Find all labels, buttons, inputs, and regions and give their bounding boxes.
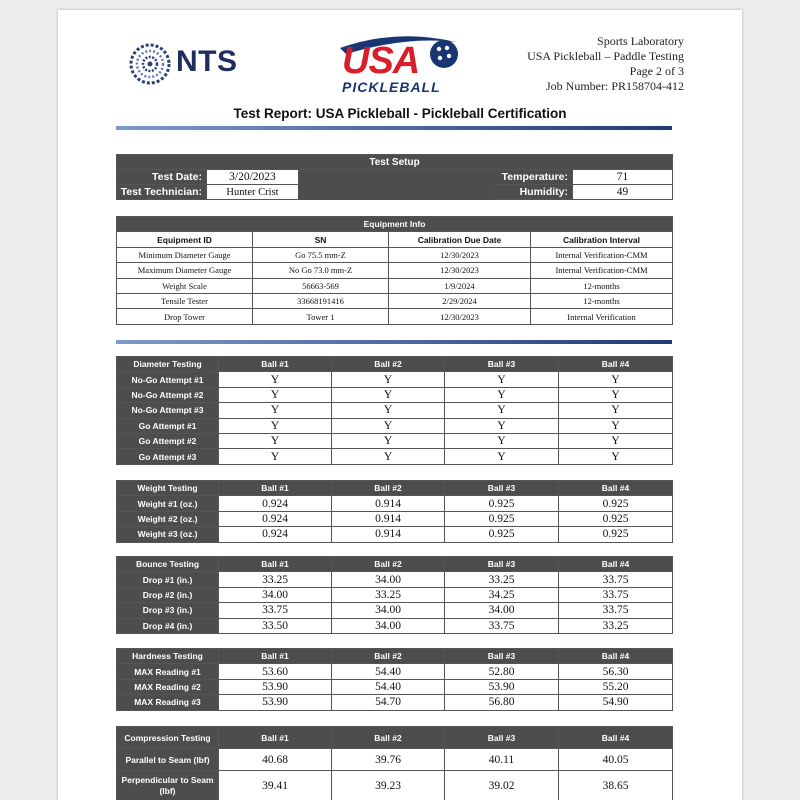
equip-cell: 12/30/2023: [389, 247, 531, 262]
result-cell: 0.924: [219, 511, 332, 526]
result-cell: 33.25: [332, 587, 445, 602]
result-cell: Y: [219, 433, 332, 448]
ball-column-header: Ball #1: [219, 557, 332, 572]
equip-cell: Go 75.5 mm-Z: [253, 247, 389, 262]
equipment-title: Equipment Info: [117, 217, 673, 232]
result-cell: 54.70: [332, 695, 445, 710]
nts-logo-text: NTS: [176, 45, 238, 78]
equip-cell: No Go 73.0 mm-Z: [253, 263, 389, 278]
report-title: Test Report: USA Pickleball - Pickleball Certification: [233, 106, 567, 121]
equip-cell: Maximum Diameter Gauge: [117, 263, 253, 278]
table-row: [117, 749, 673, 771]
result-cell: 38.65: [559, 771, 673, 800]
table-row: [117, 587, 673, 602]
row-label: Go Attempt #2: [117, 433, 219, 448]
header-divider: [116, 126, 672, 130]
result-cell: Y: [332, 372, 445, 387]
equip-col-header: Equipment ID: [117, 232, 253, 247]
table-row: [117, 603, 673, 618]
result-cell: Y: [219, 418, 332, 433]
ball-column-header: Ball #3: [445, 557, 559, 572]
row-label: Weight #1 (oz.): [117, 496, 219, 511]
lab-info: [527, 34, 684, 94]
result-cell: 33.50: [219, 618, 332, 633]
result-cell: 34.00: [332, 603, 445, 618]
table-row: [117, 572, 673, 587]
nts-logo: [128, 42, 248, 86]
ball-column-header: Ball #4: [559, 727, 673, 749]
ball-column-header: Ball #3: [445, 481, 559, 496]
result-cell: 53.90: [219, 695, 332, 710]
usa-logo-text: USA: [342, 40, 420, 82]
equip-cell: Internal Verification: [531, 309, 673, 324]
bounce-section-label: Bounce Testing: [117, 557, 219, 572]
humidity-label: Humidity:: [491, 185, 573, 200]
result-cell: Y: [559, 449, 673, 464]
table-row: [117, 293, 673, 308]
equip-cell: 56663-569: [253, 278, 389, 293]
result-cell: 39.02: [445, 771, 559, 800]
result-cell: 34.00: [219, 587, 332, 602]
table-row: [117, 403, 673, 418]
equip-cell: 12-months: [531, 293, 673, 308]
equip-col-header: Calibration Due Date: [389, 232, 531, 247]
weight-section-label: Weight Testing: [117, 481, 219, 496]
result-cell: Y: [219, 403, 332, 418]
result-cell: 0.925: [445, 527, 559, 542]
ball-column-header: Ball #1: [219, 357, 332, 372]
result-cell: 54.40: [332, 664, 445, 679]
nts-globe-icon: [128, 42, 172, 86]
ball-column-header: Ball #1: [219, 649, 332, 664]
ball-column-header: Ball #4: [559, 357, 673, 372]
equip-cell: Internal Verification-CMM: [531, 247, 673, 262]
equip-cell: Tensile Tester: [117, 293, 253, 308]
equip-cell: Internal Verification-CMM: [531, 263, 673, 278]
equip-cell: 1/9/2024: [389, 278, 531, 293]
ball-column-header: Ball #1: [219, 727, 332, 749]
result-cell: 0.924: [219, 496, 332, 511]
technician-value: Hunter Crist: [207, 185, 299, 200]
row-label: MAX Reading #1: [117, 664, 219, 679]
table-row: [117, 309, 673, 324]
result-cell: 0.914: [332, 511, 445, 526]
table-row: [117, 449, 673, 464]
table-row: [117, 372, 673, 387]
row-label: MAX Reading #2: [117, 679, 219, 694]
result-cell: 0.924: [219, 527, 332, 542]
result-cell: Y: [332, 403, 445, 418]
row-label: No-Go Attempt #3: [117, 403, 219, 418]
ball-column-header: Ball #1: [219, 481, 332, 496]
result-cell: Y: [219, 372, 332, 387]
result-cell: Y: [445, 418, 559, 433]
table-row: [117, 695, 673, 710]
row-label: Drop #1 (in.): [117, 572, 219, 587]
result-cell: 53.90: [219, 679, 332, 694]
usa-pickleball-logo: [336, 34, 466, 100]
hardness-testing-table: [116, 648, 673, 711]
result-cell: 54.90: [559, 695, 673, 710]
equip-cell: Minimum Diameter Gauge: [117, 247, 253, 262]
ball-column-header: Ball #2: [332, 649, 445, 664]
result-cell: 55.20: [559, 679, 673, 694]
equip-cell: 12/30/2023: [389, 309, 531, 324]
result-cell: 33.25: [445, 572, 559, 587]
table-row: [117, 618, 673, 633]
equip-cell: 12-months: [531, 278, 673, 293]
result-cell: 40.68: [219, 749, 332, 771]
result-cell: Y: [559, 433, 673, 448]
result-cell: 0.925: [559, 527, 673, 542]
table-row: [117, 387, 673, 402]
row-label: MAX Reading #3: [117, 695, 219, 710]
result-cell: Y: [219, 449, 332, 464]
table-row: [117, 511, 673, 526]
row-label: Perpendicular to Seam (lbf): [117, 771, 219, 800]
ball-column-header: Ball #4: [559, 557, 673, 572]
result-cell: 33.75: [219, 603, 332, 618]
equip-col-header: SN: [253, 232, 389, 247]
compression-testing-table: [116, 726, 673, 800]
result-cell: Y: [559, 403, 673, 418]
table-row: [117, 664, 673, 679]
test-date-label: Test Date:: [117, 170, 207, 185]
result-cell: 0.914: [332, 527, 445, 542]
result-cell: 0.914: [332, 496, 445, 511]
table-row: [117, 771, 673, 800]
result-cell: 56.80: [445, 695, 559, 710]
result-cell: 33.75: [559, 603, 673, 618]
temperature-label: Temperature:: [491, 170, 573, 185]
result-cell: Y: [445, 433, 559, 448]
table-row: [117, 433, 673, 448]
lab-line: Sports Laboratory: [597, 34, 684, 48]
equip-cell: 12/30/2023: [389, 263, 531, 278]
result-cell: 0.925: [445, 496, 559, 511]
ball-column-header: Ball #2: [332, 727, 445, 749]
result-cell: 39.23: [332, 771, 445, 800]
setup-spacer: [299, 170, 491, 200]
result-cell: 52.80: [445, 664, 559, 679]
result-cell: 34.25: [445, 587, 559, 602]
row-label: No-Go Attempt #1: [117, 372, 219, 387]
result-cell: 34.00: [332, 618, 445, 633]
row-label: Weight #2 (oz.): [117, 511, 219, 526]
result-cell: Y: [332, 449, 445, 464]
row-label: Drop #4 (in.): [117, 618, 219, 633]
result-cell: 40.05: [559, 749, 673, 771]
lab-line: USA Pickleball – Paddle Testing: [527, 49, 684, 63]
temperature-value: 71: [573, 170, 673, 185]
report-page: [58, 10, 742, 800]
test-setup-table: [116, 154, 673, 200]
technician-label: Test Technician:: [117, 185, 207, 200]
ball-column-header: Ball #2: [332, 481, 445, 496]
equip-cell: 2/29/2024: [389, 293, 531, 308]
result-cell: Y: [559, 387, 673, 402]
bounce-testing-table: [116, 556, 673, 634]
table-row: [117, 247, 673, 262]
row-label: Drop #2 (in.): [117, 587, 219, 602]
result-cell: 34.00: [332, 572, 445, 587]
result-cell: Y: [559, 372, 673, 387]
result-cell: 0.925: [445, 511, 559, 526]
ball-column-header: Ball #3: [445, 357, 559, 372]
result-cell: 39.41: [219, 771, 332, 800]
result-cell: Y: [445, 372, 559, 387]
test-date-value: 3/20/2023: [207, 170, 299, 185]
result-cell: Y: [445, 403, 559, 418]
row-label: Weight #3 (oz.): [117, 527, 219, 542]
ball-column-header: Ball #4: [559, 481, 673, 496]
result-cell: Y: [332, 433, 445, 448]
table-row: [117, 418, 673, 433]
equip-col-header: Calibration Interval: [531, 232, 673, 247]
lab-line: Job Number: PR158704-412: [546, 79, 684, 93]
table-row: [117, 278, 673, 293]
result-cell: Y: [332, 387, 445, 402]
result-cell: 33.25: [559, 618, 673, 633]
result-cell: 53.90: [445, 679, 559, 694]
row-label: Parallel to Seam (lbf): [117, 749, 219, 771]
equip-cell: Drop Tower: [117, 309, 253, 324]
result-cell: 40.11: [445, 749, 559, 771]
hardness-section-label: Hardness Testing: [117, 649, 219, 664]
diameter-testing-table: [116, 356, 673, 465]
result-cell: Y: [559, 418, 673, 433]
weight-testing-table: [116, 480, 673, 543]
result-cell: 54.40: [332, 679, 445, 694]
result-cell: Y: [332, 418, 445, 433]
result-cell: 53.60: [219, 664, 332, 679]
pickleball-logo-text: PICKLEBALL: [342, 79, 441, 95]
equipment-table: [116, 216, 673, 325]
result-cell: Y: [445, 387, 559, 402]
result-cell: 33.75: [559, 587, 673, 602]
result-cell: 33.75: [559, 572, 673, 587]
result-cell: 0.925: [559, 496, 673, 511]
result-cell: 33.25: [219, 572, 332, 587]
result-cell: 34.00: [445, 603, 559, 618]
equip-cell: Weight Scale: [117, 278, 253, 293]
result-cell: Y: [445, 449, 559, 464]
ball-column-header: Ball #4: [559, 649, 673, 664]
equip-cell: Tower 1: [253, 309, 389, 324]
ball-column-header: Ball #2: [332, 557, 445, 572]
ball-column-header: Ball #2: [332, 357, 445, 372]
result-cell: Y: [219, 387, 332, 402]
equip-cell: 33668191416: [253, 293, 389, 308]
result-cell: 0.925: [559, 511, 673, 526]
compression-section-label: Compression Testing: [117, 727, 219, 749]
lab-line: Page 2 of 3: [629, 64, 684, 78]
table-row: [117, 527, 673, 542]
ball-column-header: Ball #3: [445, 727, 559, 749]
diameter-section-label: Diameter Testing: [117, 357, 219, 372]
row-label: Go Attempt #3: [117, 449, 219, 464]
result-cell: 56.30: [559, 664, 673, 679]
row-label: No-Go Attempt #2: [117, 387, 219, 402]
humidity-value: 49: [573, 185, 673, 200]
row-label: Drop #3 (in.): [117, 603, 219, 618]
table-row: [117, 263, 673, 278]
result-cell: 39.76: [332, 749, 445, 771]
ball-column-header: Ball #3: [445, 649, 559, 664]
table-row: [117, 679, 673, 694]
table-row: [117, 496, 673, 511]
row-label: Go Attempt #1: [117, 418, 219, 433]
setup-title: Test Setup: [117, 155, 673, 170]
result-cell: 33.75: [445, 618, 559, 633]
section-divider: [116, 340, 672, 344]
